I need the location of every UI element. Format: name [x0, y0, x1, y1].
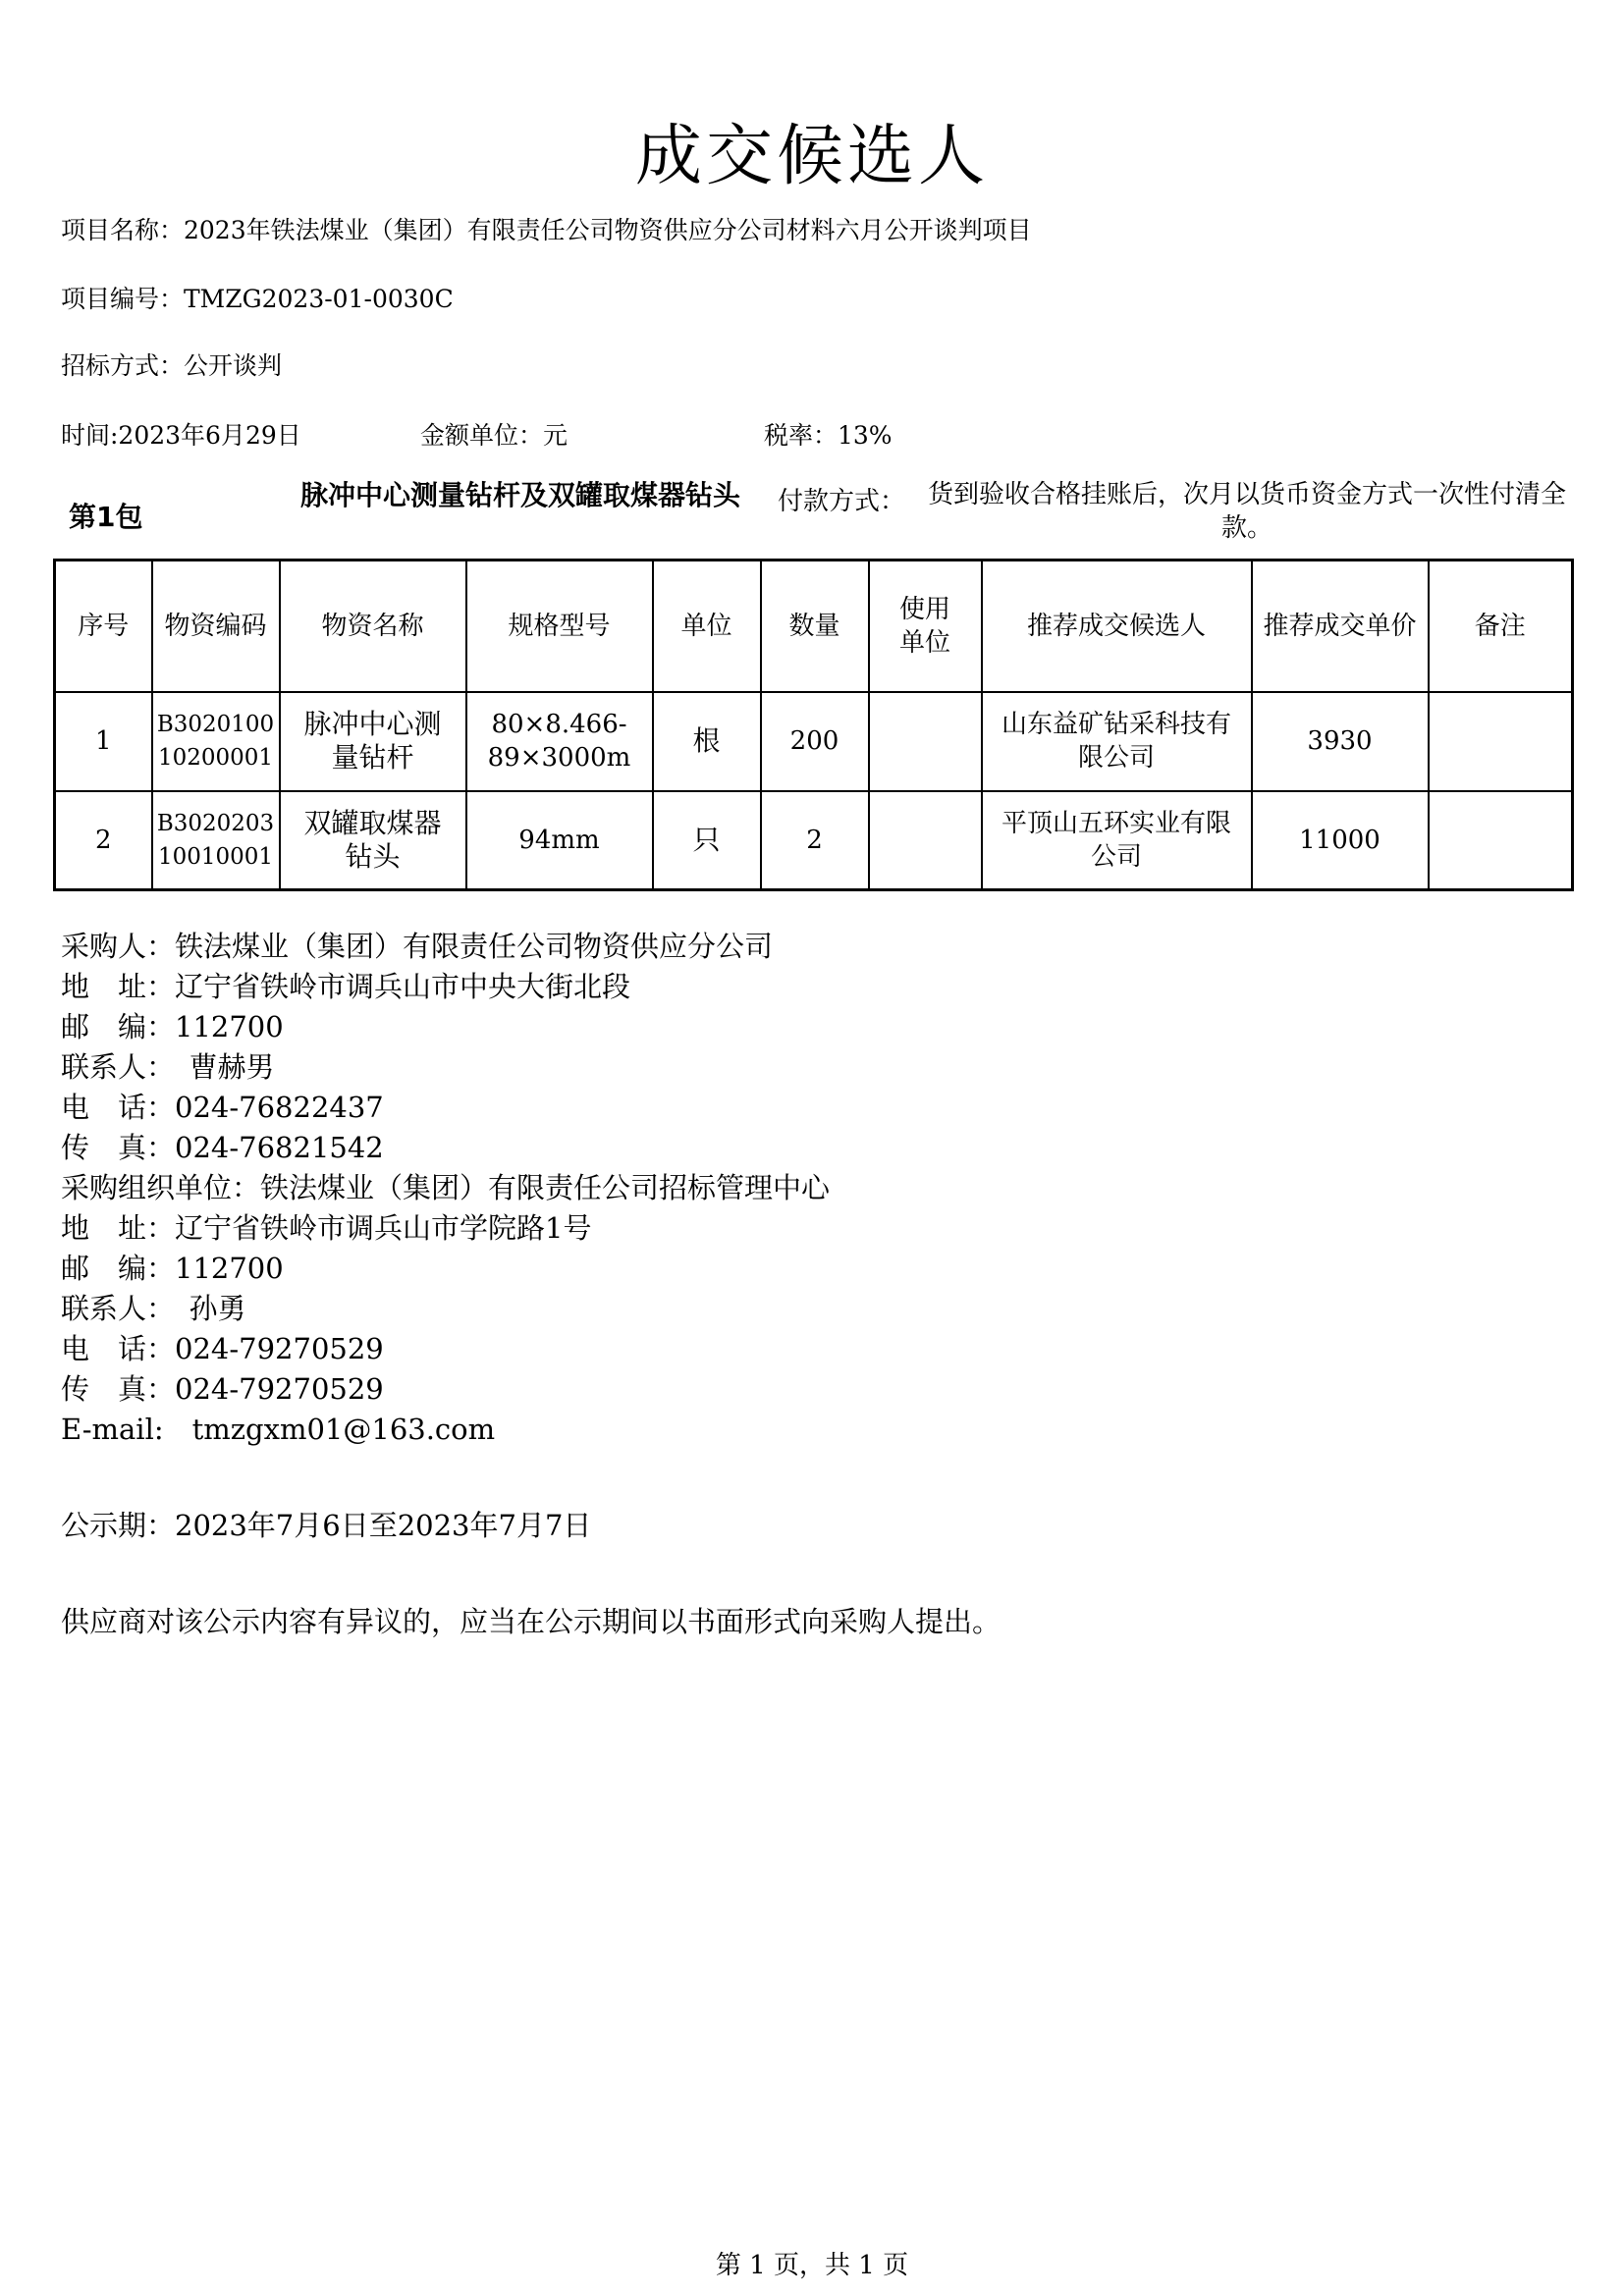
project-name: 项目名称：2023年铁法煤业（集团）有限责任公司物资供应分公司材料六月公开谈判项目 [61, 216, 1032, 244]
organizer-postcode: 邮 编：112700 [61, 1252, 284, 1285]
col-header-remark: 备注 [1429, 561, 1573, 692]
cell-unit: 只 [653, 791, 761, 890]
cell-unit: 根 [653, 692, 761, 791]
cell-name: 脉冲中心测量钻杆 [280, 692, 466, 791]
candidate-table [53, 559, 1574, 891]
organizer-email: E-mail: tmzgxm01@163.com [61, 1413, 496, 1446]
buyer-postcode: 邮 编：112700 [61, 1010, 284, 1043]
cell-qty: 2 [761, 791, 869, 890]
tax-rate: 税率：13% [764, 421, 893, 450]
package-label: 第1包 [69, 501, 143, 533]
currency-unit: 金额单位：元 [420, 421, 568, 450]
publicity-period: 公示期：2023年7月6日至2023年7月7日 [61, 1509, 592, 1542]
package-name: 脉冲中心测量钻杆及双罐取煤器钻头 [299, 479, 740, 511]
buyer-address: 地 址：辽宁省铁岭市调兵山市中央大街北段 [61, 970, 631, 1003]
cell-index: 2 [55, 791, 152, 890]
col-header-candidate: 推荐成交候选人 [982, 561, 1252, 692]
table-row [55, 791, 1573, 890]
cell-name: 双罐取煤器钻头 [280, 791, 466, 890]
payment-terms: 货到验收合格挂账后，次月以货币资金方式一次性付清全款。 [927, 480, 1566, 543]
objection-notice: 供应商对该公示内容有异议的，应当在公示期间以书面形式向采购人提出。 [61, 1605, 1001, 1638]
col-header-user-unit: 使用单位 [869, 561, 982, 692]
bid-method: 招标方式：公开谈判 [61, 351, 283, 380]
buyer-fax: 传 真：024-76821542 [61, 1131, 384, 1164]
cell-code: B302010010200001 [152, 692, 280, 791]
col-header-index: 序号 [55, 561, 152, 692]
organizer-address: 地 址：辽宁省铁岭市调兵山市学院路1号 [61, 1211, 592, 1245]
document-title: 成交候选人 [634, 118, 989, 195]
page-footer: 第 1 页，共 1 页 [715, 2251, 909, 2280]
project-code: 项目编号：TMZG2023-01-0030C [61, 285, 454, 313]
buyer-phone: 电 话：024-76822437 [61, 1091, 384, 1124]
cell-price: 11000 [1252, 791, 1429, 890]
payment-label: 付款方式： [778, 487, 906, 516]
col-header-spec: 规格型号 [466, 561, 653, 692]
cell-candidate: 山东益矿钻采科技有限公司 [982, 692, 1252, 791]
organizer-name: 采购组织单位：铁法煤业（集团）有限责任公司招标管理中心 [61, 1171, 831, 1204]
date: 时间:2023年6月29日 [61, 421, 301, 450]
cell-price: 3930 [1252, 692, 1429, 791]
col-header-price: 推荐成交单价 [1252, 561, 1429, 692]
cell-code: B302020310010001 [152, 791, 280, 890]
col-header-qty: 数量 [761, 561, 869, 692]
cell-candidate: 平顶山五环实业有限公司 [982, 791, 1252, 890]
buyer-contact-person: 联系人： 曹赫男 [61, 1050, 275, 1084]
cell-index: 1 [55, 692, 152, 791]
table-row [55, 692, 1573, 791]
organizer-fax: 传 真：024-79270529 [61, 1372, 384, 1406]
buyer-name: 采购人：铁法煤业（集团）有限责任公司物资供应分公司 [61, 930, 774, 963]
organizer-contact-person: 联系人： 孙勇 [61, 1292, 246, 1325]
cell-user-unit [869, 692, 982, 791]
cell-spec: 80×8.466-89×3000m [466, 692, 653, 791]
col-header-code: 物资编码 [152, 561, 280, 692]
cell-user-unit [869, 791, 982, 890]
organizer-phone: 电 话：024-79270529 [61, 1332, 384, 1365]
cell-spec: 94mm [466, 791, 653, 890]
col-header-name: 物资名称 [280, 561, 466, 692]
col-header-unit: 单位 [653, 561, 761, 692]
cell-qty: 200 [761, 692, 869, 791]
cell-remark [1429, 791, 1573, 890]
table-header-row [55, 561, 1573, 692]
cell-remark [1429, 692, 1573, 791]
